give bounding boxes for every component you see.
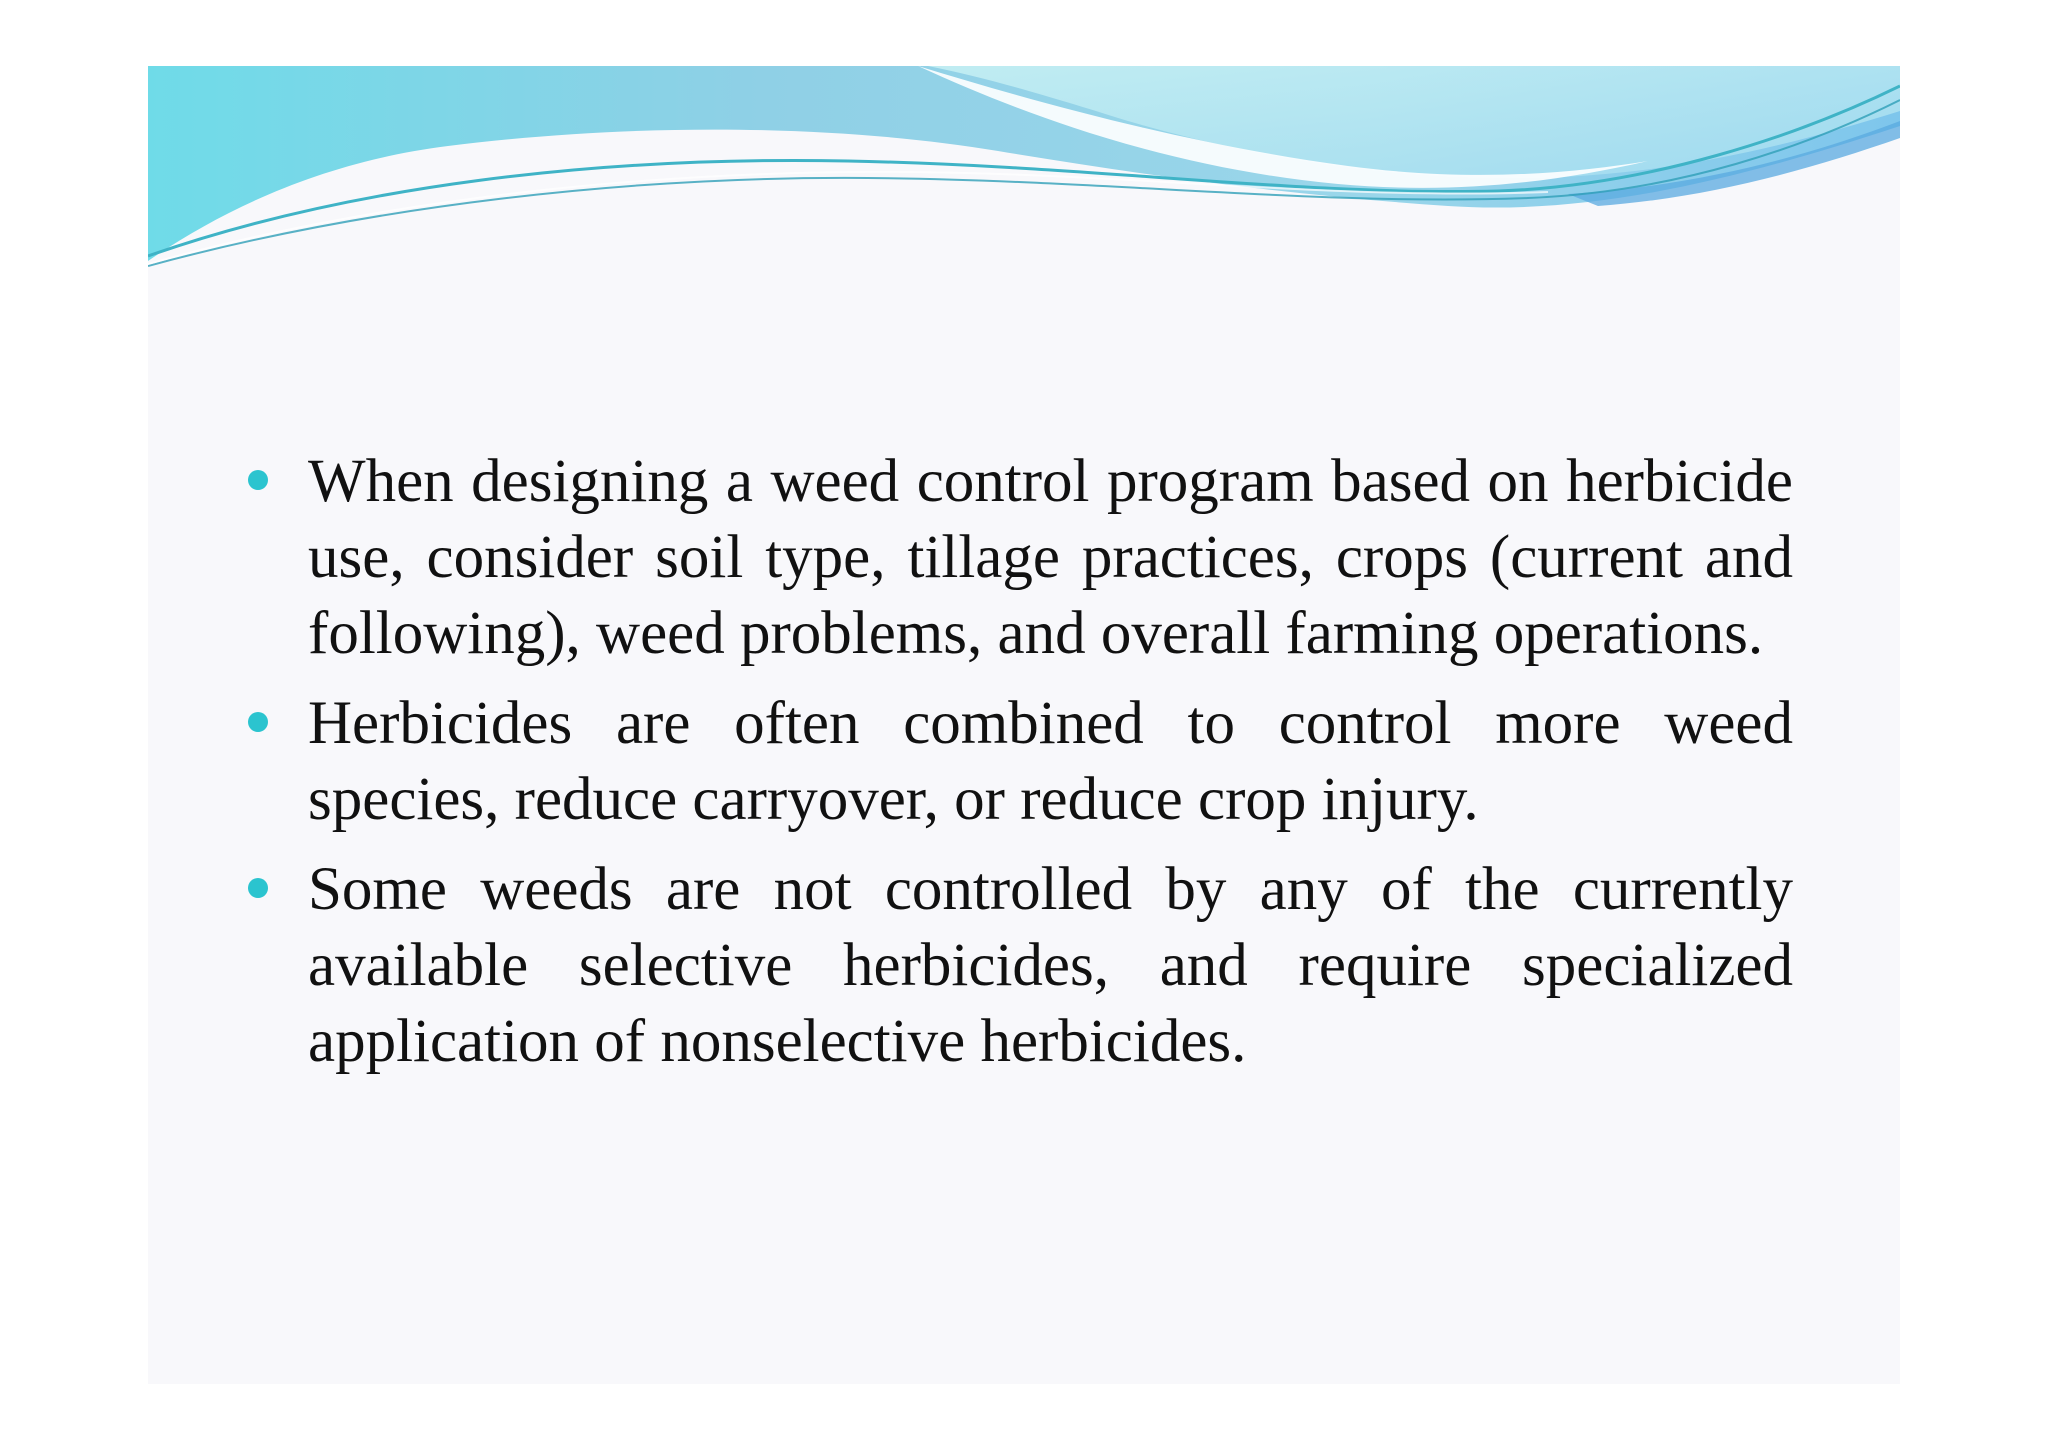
- bullet-item: [248, 686, 1793, 838]
- bullet-text: When designing a weed control program based on herbicide use, consider soil type, tillage practices, crops (current and following), weed problems, and overall farming operations.: [308, 448, 1793, 667]
- wave-banner: [148, 66, 1900, 276]
- bullet-dot-icon: [248, 878, 268, 898]
- bullet-text: Herbicides are often combined to control more weed species, reduce carryover, or reduce crop injury.: [308, 690, 1793, 833]
- bullet-dot-icon: [248, 470, 268, 490]
- bullet-text: Some weeds are not controlled by any of the currently available selective herbicides, and require specialized application of nonselective herbicides.: [308, 856, 1793, 1075]
- slide: [148, 66, 1900, 1384]
- bullet-list: [248, 444, 1793, 1094]
- bullet-item: [248, 852, 1793, 1080]
- bullet-dot-icon: [248, 712, 268, 732]
- bullet-item: [248, 444, 1793, 672]
